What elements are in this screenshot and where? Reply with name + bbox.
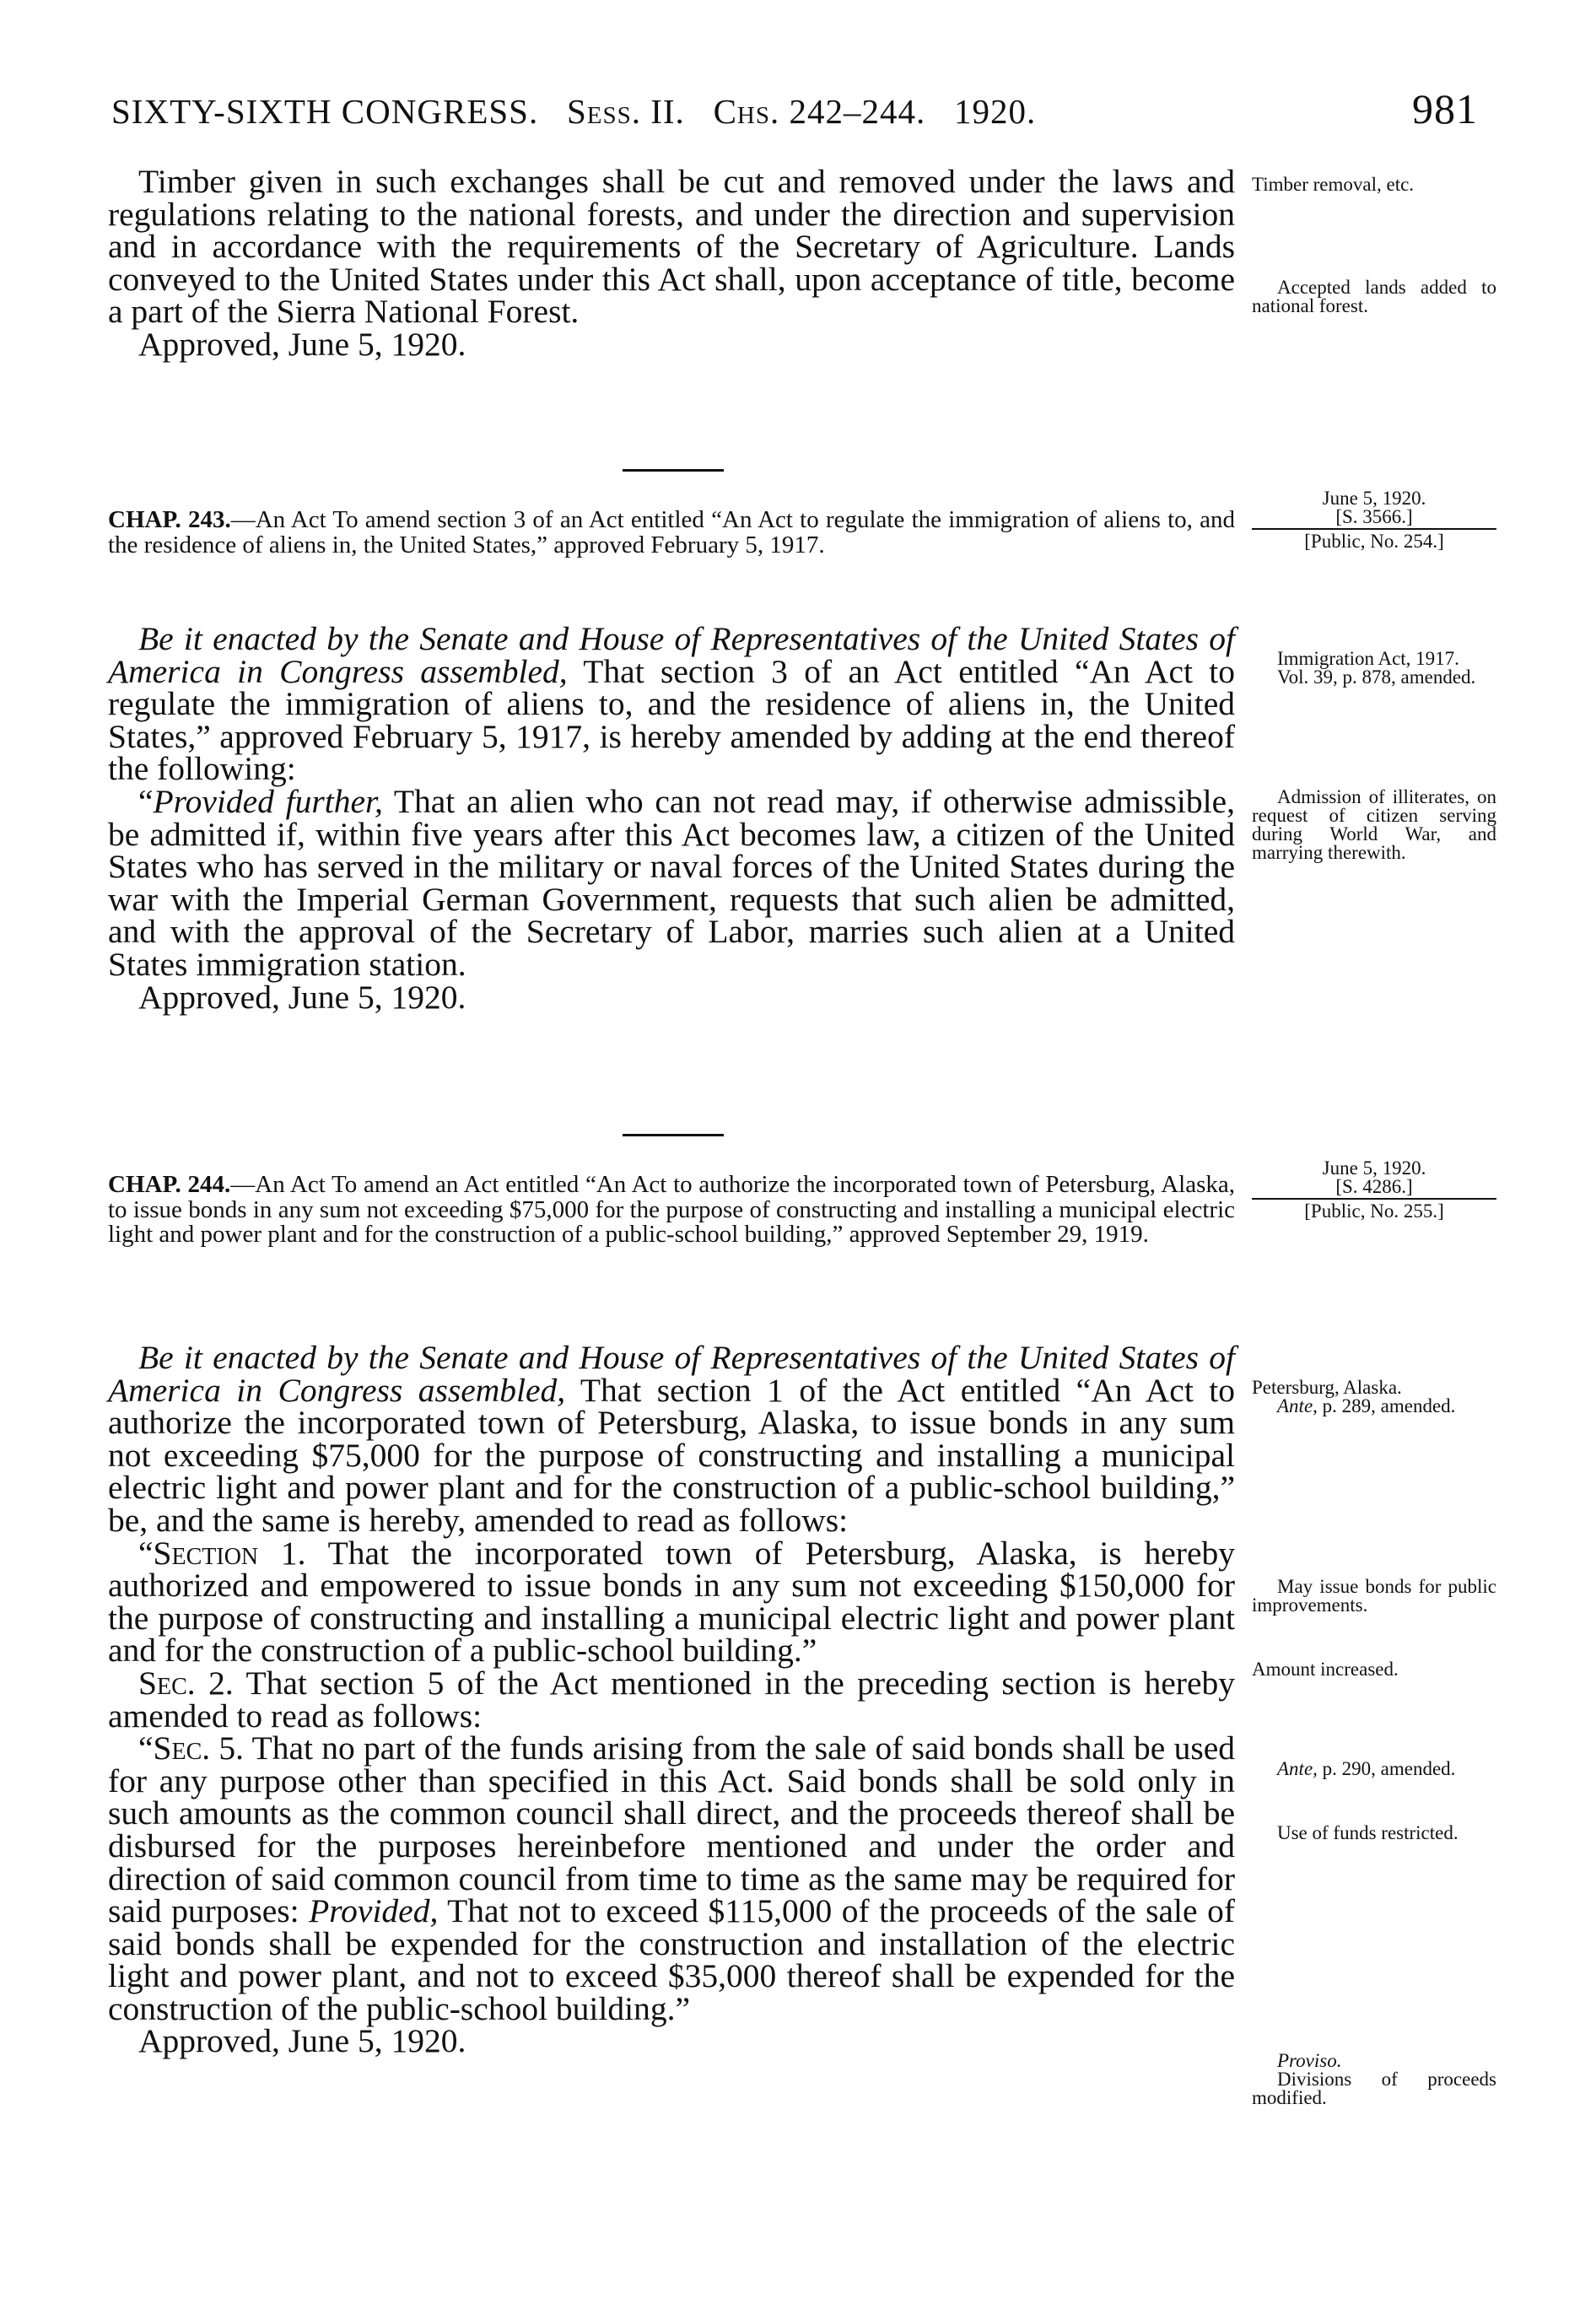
- section-timber: [108, 165, 1235, 361]
- chap244-margin-amount: [1252, 1660, 1496, 1679]
- header-year: 1920.: [953, 92, 1037, 131]
- chap244-note-ante-1-italic: Ante,: [1277, 1395, 1318, 1416]
- chap243-note-admission: Admission of illiterates, on request of citizen serving during World War, and marrying therewith.: [1252, 786, 1496, 863]
- chap244-enacting-clause: Be it enacted by the Senate and House of Representatives of the United States of America in Congress assembled,: [108, 1339, 1235, 1409]
- chap244-sec5-label: “Sec. 5.: [138, 1729, 245, 1767]
- margin-note-timber-removal: Timber removal, etc.: [1252, 174, 1415, 195]
- chap243-citation: [1252, 489, 1496, 551]
- chap244-bill: [S. 4286.]: [1252, 1178, 1496, 1200]
- section-divider-2: [623, 1134, 724, 1136]
- chap243-proviso-quote: “: [138, 782, 154, 820]
- chap244-section1-text: That the incorporated town of Petersburg, Alaska, is hereby authorized and empowered to issue bonds in any sum not exceeding $150,000 for the purpose of constructing and installing a municipal electric light and power plant and for the construction of a public-school building.”: [108, 1534, 1235, 1670]
- chap243-summary: [108, 508, 1235, 558]
- chap244-body: [108, 1341, 1235, 2058]
- chap244-section1-label: “Section 1.: [138, 1534, 306, 1572]
- chap243-enacting-clause: Be it enacted by the Senate and House of Representatives of the United States of America in Congress assembled,: [108, 620, 1235, 690]
- chap244-sec2-label: Sec. 2.: [138, 1664, 234, 1702]
- chap244-date: June 5, 1920.: [1322, 1157, 1426, 1179]
- chap243-summary-text: —An Act To amend section 3 of an Act entitled “An Act to regulate the immigration of aliens to, and the residence of aliens in, the United States,” approved February 5, 1917.: [108, 506, 1236, 558]
- chap243-proviso-label: Provided further,: [153, 782, 383, 820]
- chap243-approved: Approved, June 5, 1920.: [138, 978, 466, 1016]
- chap243-note-vol39: Vol. 39, p. 878, amended.: [1277, 666, 1476, 688]
- chap244-note-bonds: May issue bonds for public improvements.: [1252, 1576, 1496, 1616]
- header-left: [111, 91, 1036, 132]
- chap244-summary-text: —An Act To amend an Act entitled “An Act to authorize the incorporated town of Petersburg, Alaska, to issue bonds in any sum not exceeding $75,000 for the purpose of constructing and installing a municipal electric light and power plant and for the construction of a public-school building,” approved September 29, 1919.: [108, 1171, 1236, 1248]
- chap244-sec5-text-a: That no part of the funds arising from the sale of said bonds shall be used for any purpose other than specified in this Act. Said bonds shall be sold only in such amounts as the common council shall direct, and the proceeds thereof shall be disbursed for the purposes hereinbefore mentioned and under the order and direction of said common council from time to time as the same may be required for said purposes:: [108, 1729, 1235, 1930]
- chap244-para1: That section 1 of the Act entitled “An Act to authorize the incorporated town of Petersburg, Alaska, to issue bonds in any sum not exceeding $75,000 for the purpose of constructing and installing a municipal electric light and power plant and for the construction of a public-school building,” be, and the same is hereby, amended to read as follows:: [108, 1371, 1235, 1539]
- chap244-sec2-text: That section 5 of the Act mentioned in the preceding section is hereby amended to read as follows:: [108, 1664, 1235, 1735]
- timber-approved: Approved, June 5, 1920.: [138, 325, 466, 363]
- margin-note-accepted-lands-text: Accepted lands added to national forest.: [1252, 277, 1496, 316]
- chap244-public-law: [Public, No. 255.]: [1304, 1200, 1444, 1222]
- chap243-margin-admission: [1252, 788, 1496, 862]
- running-header: [111, 84, 1478, 135]
- chap243-label: CHAP. 243.: [108, 506, 231, 533]
- section-divider: [623, 469, 724, 472]
- chap243-date: June 5, 1920.: [1322, 488, 1426, 509]
- chap244-note-proviso-rest: Divisions of proceeds modified.: [1252, 2069, 1496, 2108]
- chap244-note-ante-1-rest: p. 289, amended.: [1317, 1395, 1456, 1416]
- chap244-margin-petersburg: [1252, 1379, 1496, 1416]
- margin-note-accepted-lands: [1252, 278, 1496, 316]
- chap244-margin-funds: [1252, 1824, 1496, 1843]
- chap243-para1: That section 3 of an Act entitled “An Act to regulate the immigration of aliens to, and the residence of aliens in, the United States,” approved February 5, 1917, is hereby amended by adding at the end thereof the following:: [108, 652, 1235, 788]
- chap244-note-petersburg: Petersburg, Alaska.: [1252, 1377, 1402, 1398]
- chap244-note-ante-2-rest: p. 290, amended.: [1317, 1758, 1456, 1779]
- chap244-citation: [1252, 1159, 1496, 1221]
- chap244-margin-bonds: [1252, 1578, 1496, 1615]
- header-chapters: Chs. 242–244.: [713, 92, 926, 131]
- chap243-para2: That an alien who can not read may, if otherwise admissible, be admitted if, within five years after this Act becomes law, a citizen of the United States who has served in the military or naval forces of the United States during the war with the Imperial German Government, requests that such alien be admitted, and with the approval of the Secretary of Labor, marries such alien at a United States immigration station.: [108, 782, 1236, 983]
- chap244-note-amount: Amount increased.: [1252, 1659, 1399, 1680]
- chap243-margin-notes: [1252, 650, 1496, 687]
- chap244-label: CHAP. 244.: [108, 1171, 231, 1198]
- chap244-note-ante-2-italic: Ante,: [1277, 1758, 1318, 1779]
- chap244-provided-label: Provided,: [309, 1892, 439, 1930]
- page-number: 981: [1412, 85, 1478, 132]
- header-congress: SIXTY-SIXTH CONGRESS.: [111, 92, 539, 131]
- margin-note-timber: [1252, 175, 1496, 194]
- chap244-margin-ante-2: [1252, 1760, 1496, 1778]
- timber-paragraph: Timber given in such exchanges shall be cut and removed under the laws and regulations relating to the national forests, and under the direction and supervision and in accordance with the requirements of the Secretary of Agriculture. Lands conveyed to the United States under this Act shall, upon acceptance of title, become a part of the Sierra National Forest.: [108, 163, 1235, 331]
- chap244-margin-proviso: [1252, 2052, 1496, 2107]
- chap243-note-immigration-act: Immigration Act, 1917.: [1277, 648, 1459, 669]
- chap244-note-funds: Use of funds restricted.: [1277, 1822, 1459, 1843]
- chap243-bill: [S. 3566.]: [1252, 508, 1496, 530]
- header-session: Sess. II.: [566, 92, 685, 131]
- chap244-summary: [108, 1173, 1235, 1248]
- chap244-note-proviso-italic: Proviso.: [1277, 2050, 1342, 2071]
- chap243-public-law: [Public, No. 254.]: [1304, 531, 1444, 552]
- chap243-body: [108, 620, 1236, 1016]
- chap244-sec5-text-b: That not to exceed $115,000 of the proceeds of the sale of said bonds shall be expended for the construction and installation of the electric light and power plant, and not to exceed $35,000 thereof shall be expended for the construction of the public-school building.”: [108, 1892, 1235, 2027]
- chap244-approved: Approved, June 5, 1920.: [138, 2022, 466, 2060]
